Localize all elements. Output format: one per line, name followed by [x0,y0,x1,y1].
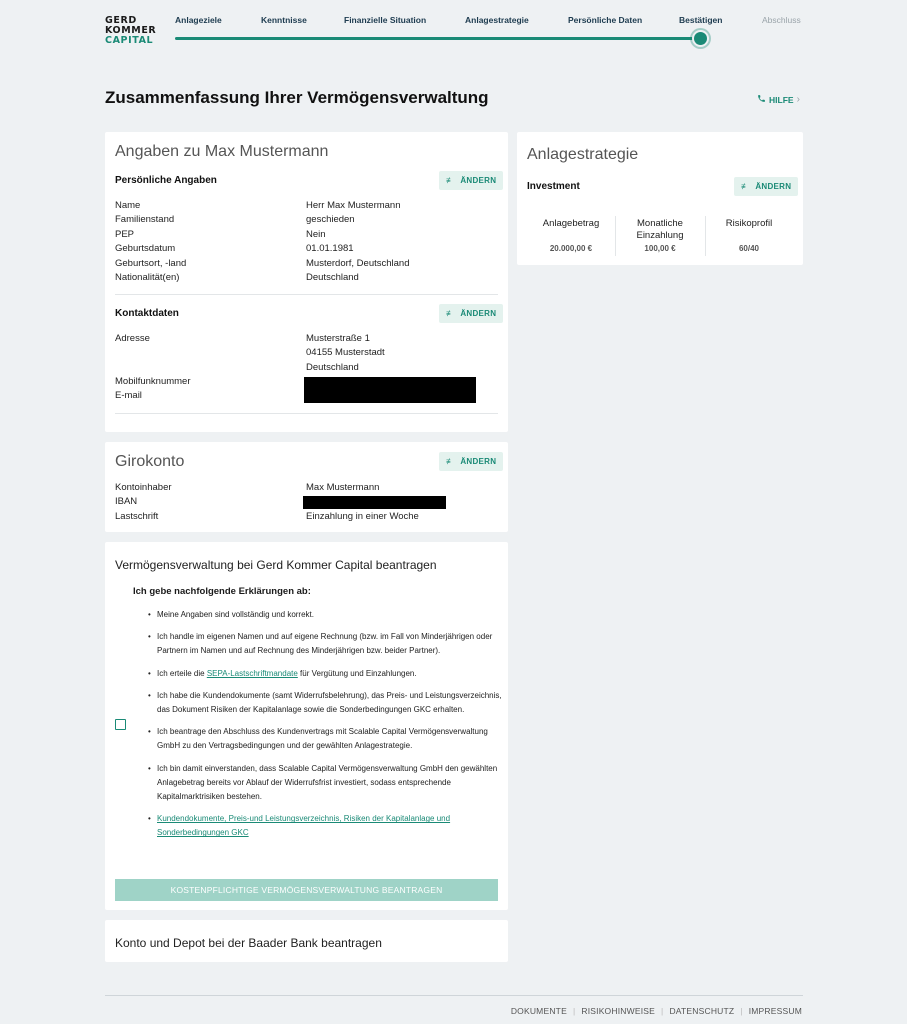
section-divider [115,413,498,414]
mobile-label: Mobilfunknummer [115,376,191,387]
baader-card-title: Konto und Depot bei der Baader Bank beantragen [115,936,382,950]
address-line: Musterstraße 1 [306,333,370,344]
personal-labels [115,199,186,285]
section-divider [115,294,498,295]
footer-separator: | [661,1006,664,1016]
metric-value-amount: 20.000,00 € [549,244,593,253]
list-item [148,667,503,681]
declaration-list [148,608,503,841]
field-label: Nationalität(en) [115,272,180,284]
personal-card-title: Angaben zu Max Mustermann [115,143,329,160]
field-label: Familienstand [115,214,175,226]
edit-strategy-button[interactable] [734,177,798,196]
field-label: PEP [115,228,135,240]
iban-label: IBAN [115,496,138,508]
step-finanzielle-situation[interactable]: Finanzielle Situation [344,15,427,25]
contact-labels [115,375,191,404]
apply-card-title: Vermögensverwaltung bei Gerd Kommer Capital beantragen [115,558,437,572]
brand-line-3: CAPITAL [105,35,154,46]
giro-labels [115,481,172,524]
help-link[interactable] [757,94,800,105]
brand-line-2: KOMMER [105,25,157,36]
field-value: 01.01.1981 [306,243,354,255]
footer-link-imprint[interactable]: IMPRESSUM [748,1006,802,1016]
field-value: Nein [306,228,326,240]
list-item: • Ich handle im eigenen Namen und auf eigene Rechnung (bzw. im Fall von Minderjährigen oder Partnern im Namen und auf Rechnung des Minderjährigen bzw. beider Partner). [148,630,503,658]
edit-strategy-label: ÄNDERN [755,182,792,191]
redacted-iban [303,496,446,509]
address-line: 04155 Musterstadt [306,347,385,359]
field-label: Geburtsort, -land [115,257,187,269]
step-anlagestrategie[interactable]: Anlagestrategie [465,15,529,25]
personal-section-title: Persönliche Angaben [115,175,217,186]
address-value [306,332,385,375]
edit-icon: ≢ [446,309,455,318]
brand-line-1: GERD [105,15,137,26]
footer-separator: | [572,1006,576,1016]
list-item [148,812,503,840]
step-persoenliche-daten[interactable]: Persönliche Daten [568,15,643,25]
step-abschluss: Abschluss [762,15,801,25]
page-title: Zusammenfassung Ihrer Vermögensverwaltung [105,88,489,107]
chevron-right-icon: › [796,94,800,105]
edit-giro-button[interactable] [439,452,503,471]
edit-icon: ≢ [446,457,455,466]
personal-data-card [105,132,508,432]
documents-link[interactable]: Kundendokumente, Preis-und Leistungsverzeichnis, Risiken der Kapitalanlage und Sonderbedingungen GKC [157,814,451,838]
edit-contact-button[interactable] [439,304,503,323]
holder-label: Kontoinhaber [115,482,172,493]
step-anlageziele[interactable]: Anlageziele [175,15,222,25]
sepa-mandate-link[interactable]: SEPA-Lastschriftmandate [206,668,298,678]
edit-personal-button[interactable] [439,171,503,190]
edit-icon: ≢ [446,176,455,185]
metric-label-risk: Risikoprofil [725,218,773,229]
submit-button[interactable]: KOSTENPFLICHTIGE VERMÖGENSVERWALTUNG BEANTRAGEN [115,879,498,901]
consent-checkbox[interactable] [115,719,126,730]
footer-links [511,1006,802,1016]
address-line: Deutschland [306,361,359,373]
field-value: Deutschland [306,272,359,284]
footer-separator: | [740,1006,743,1016]
field-label: Name [115,200,141,211]
investment-section-title: Investment [527,181,580,192]
field-label: Geburtsdatum [115,243,176,255]
field-value: Herr Max Mustermann [306,200,401,211]
list-item: • Ich beantrage den Abschluss des Kundenvertrags mit Scalable Capital Vermögensverwaltung GmbH zu den Vertragsbedingungen und der gewählten Anlagestrategie. [148,725,503,753]
holder-value: Max Mustermann [306,482,380,493]
footer-link-documents[interactable]: DOKUMENTE [510,1006,567,1016]
step-kenntnisse[interactable]: Kenntnisse [261,15,307,25]
edit-contact-label: ÄNDERN [460,309,497,318]
edit-giro-label: ÄNDERN [460,457,497,466]
progress-stepper [175,15,803,45]
step-bestaetigen: Bestätigen [679,15,723,25]
personal-values [306,199,410,285]
strategy-card [517,132,803,265]
email-label: E-mail [115,390,142,402]
sepa-suffix: für Vergütung und Einzahlungen. [297,668,417,678]
giro-card-title: Girokonto [115,453,185,470]
metric-label-monthly: Monatliche Einzahlung [636,218,684,241]
list-item: • Meine Angaben sind vollständig und korrekt. [148,608,503,622]
address-label: Adresse [115,333,150,344]
field-value: geschieden [306,214,355,226]
metric-value-monthly: 100,00 € [644,244,676,253]
strategy-card-title: Anlagestrategie [527,146,639,163]
field-value: Musterdorf, Deutschland [306,257,410,269]
metric-value-risk: 60/40 [738,244,760,253]
sepa-prefix: Ich erteile die [157,668,207,678]
phone-icon [757,94,766,105]
footer-link-risks[interactable]: RISIKOHINWEISE [581,1006,656,1016]
brand-logo[interactable] [105,16,156,46]
metric-label-amount: Anlagebetrag [542,218,600,229]
current-step-indicator [694,32,707,45]
contact-section-title: Kontaktdaten [115,308,179,319]
edit-icon: ≢ [741,182,750,191]
edit-personal-label: ÄNDERN [460,176,497,185]
debit-value: Einzahlung in einer Woche [306,510,419,522]
list-item: • Ich bin damit einverstanden, dass Scalable Capital Vermögensverwaltung GmbH den gewählten Anlagebetrag bereits vor Ablauf der Widerrufsfrist investiert, sodass entsprechende Kapitalmarktrisiken bestehen. [148,762,503,805]
footer-divider [105,995,803,996]
declaration-title: Ich gebe nachfolgende Erklärungen ab: [133,586,311,597]
giro-account-card [105,442,508,532]
debit-label: Lastschrift [115,510,159,522]
progress-track [175,37,701,40]
footer-link-privacy[interactable]: DATENSCHUTZ [669,1006,735,1016]
list-item: • Ich habe die Kundendokumente (samt Widerrufsbelehrung), das Preis- und Leistungsverzeichnis, das Dokument Risiken der Kapitalanlage sowie die Sonderbedingungen GKC erhalten. [148,689,503,717]
help-label: HILFE [769,94,794,105]
baader-card[interactable] [105,920,508,962]
redacted-contact [304,377,476,403]
